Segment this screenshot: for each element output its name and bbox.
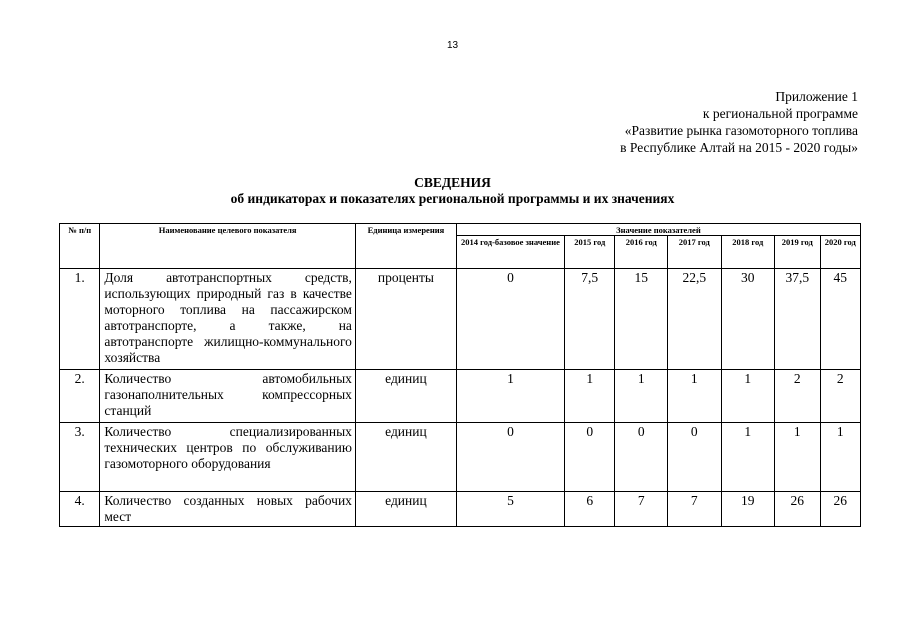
value-cell: 1 (456, 370, 564, 423)
indicator-unit: проценты (355, 269, 456, 370)
value-cell: 1 (615, 370, 668, 423)
indicator-unit: единиц (355, 423, 456, 492)
value-cell: 0 (615, 423, 668, 492)
value-cell: 0 (668, 423, 722, 492)
value-cell: 1 (775, 423, 820, 492)
indicator-name: Доля автотранспортных средств, использующих природный газ в качестве моторного топлива на пассажирском автотранспорте, а также, на автотранспорте жилищно-коммунального хозяйства (100, 269, 356, 370)
value-cell: 26 (775, 492, 820, 527)
indicator-name: Количество созданных новых рабочих мест (100, 492, 356, 527)
appendix-line: «Развитие рынка газомоторного топлива (624, 123, 858, 138)
header-year: 2020 год (820, 236, 861, 269)
row-num: 1. (60, 269, 100, 370)
value-cell: 7 (615, 492, 668, 527)
header-num: № п/п (60, 224, 100, 269)
document-title: СВЕДЕНИЯ (414, 175, 491, 190)
table-row (60, 370, 861, 423)
appendix-line: в Республике Алтай на 2015 - 2020 годы» (620, 140, 858, 155)
table-row (60, 492, 861, 527)
value-cell: 1 (820, 423, 861, 492)
indicator-unit: единиц (355, 370, 456, 423)
value-cell: 22,5 (668, 269, 722, 370)
value-cell: 0 (456, 269, 564, 370)
appendix-header (620, 88, 858, 156)
value-cell: 30 (721, 269, 775, 370)
value-cell: 0 (564, 423, 615, 492)
document-subtitle: об индикаторах и показателях региональной программы и их значениях (230, 191, 675, 206)
value-cell: 45 (820, 269, 861, 370)
row-num: 3. (60, 423, 100, 492)
row-num: 2. (60, 370, 100, 423)
value-cell: 15 (615, 269, 668, 370)
value-cell: 1 (564, 370, 615, 423)
value-cell: 37,5 (775, 269, 820, 370)
header-year: 2016 год (615, 236, 668, 269)
value-cell: 1 (721, 370, 775, 423)
appendix-line: к региональной программе (702, 106, 858, 121)
header-values-group: Значение показателей (456, 224, 860, 236)
header-year: 2014 год-базовое значение (456, 236, 564, 269)
indicator-name: Количество специализированных технических центров по обслуживанию газомоторного оборудования (100, 423, 356, 492)
indicator-name: Количество автомобильных газонаполнительных компрессорных станций (100, 370, 356, 423)
value-cell: 26 (820, 492, 861, 527)
value-cell: 0 (456, 423, 564, 492)
indicators-table (59, 223, 861, 527)
header-year: 2018 год (721, 236, 775, 269)
table-row (60, 423, 861, 492)
value-cell: 7,5 (564, 269, 615, 370)
value-cell: 1 (721, 423, 775, 492)
value-cell: 1 (668, 370, 722, 423)
page-number: 13 (446, 40, 459, 51)
header-year: 2019 год (775, 236, 820, 269)
value-cell: 6 (564, 492, 615, 527)
indicator-unit: единиц (355, 492, 456, 527)
table-row (60, 269, 861, 370)
value-cell: 2 (775, 370, 820, 423)
value-cell: 19 (721, 492, 775, 527)
header-year: 2017 год (668, 236, 722, 269)
value-cell: 2 (820, 370, 861, 423)
row-num: 4. (60, 492, 100, 527)
header-unit: Единица измерения (355, 224, 456, 269)
header-name: Наименование целевого показателя (100, 224, 356, 269)
value-cell: 5 (456, 492, 564, 527)
appendix-line: Приложение 1 (775, 89, 858, 104)
header-year: 2015 год (564, 236, 615, 269)
value-cell: 7 (668, 492, 722, 527)
